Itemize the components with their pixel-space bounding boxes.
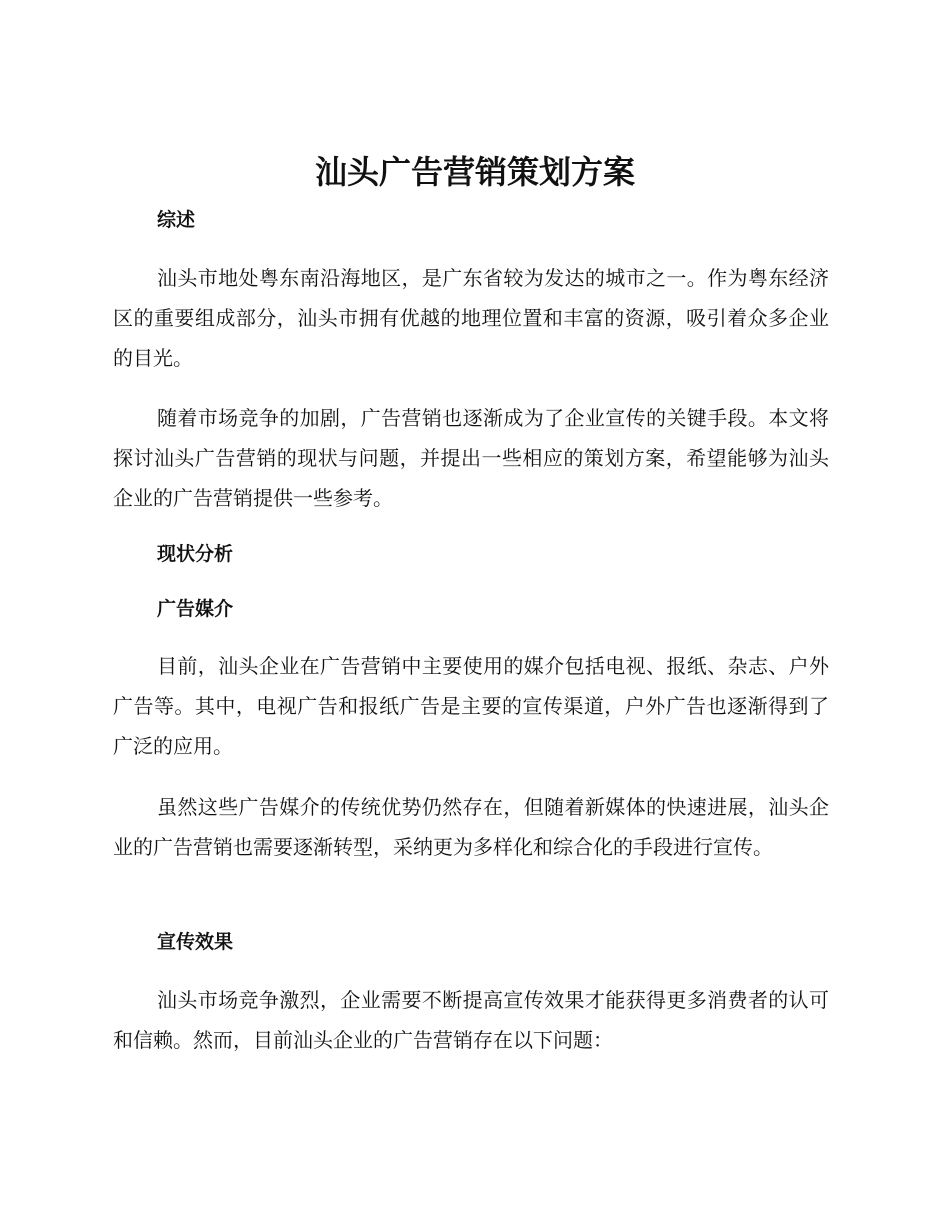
section-heading-ad-media: 广告媒介 <box>157 598 234 620</box>
paragraph-2: 随着市场竞争的加剧，广告营销也逐渐成为了企业宣传的关键手段。本文将探讨汕头广告营销的现状与问题，并提出一些相应的策划方案，希望能够为汕头企业的广告营销提供一些参考。 <box>113 406 829 510</box>
paragraph-1: 汕头市地处粤东南沿海地区，是广东省较为发达的城市之一。作为粤东经济区的重要组成部分，汕头市拥有优越的地理位置和丰富的资源，吸引着众多企业的目光。 <box>113 266 829 370</box>
section-heading-overview: 综述 <box>157 209 196 231</box>
paragraph-4: 虽然这些广告媒介的传统优势仍然存在，但随着新媒体的快速进展，汕头企业的广告营销也需要逐渐转型，采纳更为多样化和综合化的手段进行宣传。 <box>113 795 829 859</box>
section-heading-promotion-effect: 宣传效果 <box>157 931 234 953</box>
section-heading-status-analysis: 现状分析 <box>157 543 234 565</box>
paragraph-5: 汕头市场竞争激烈，企业需要不断提高宣传效果才能获得更多消费者的认可和信赖。然而，目前汕头企业的广告营销存在以下问题： <box>113 988 829 1052</box>
document-title: 汕头广告营销策划方案 <box>314 153 635 191</box>
paragraph-3: 目前，汕头企业在广告营销中主要使用的媒介包括电视、报纸、杂志、户外广告等。其中，电视广告和报纸广告是主要的宣传渠道，户外广告也逐渐得到了广泛的应用。 <box>113 654 829 758</box>
